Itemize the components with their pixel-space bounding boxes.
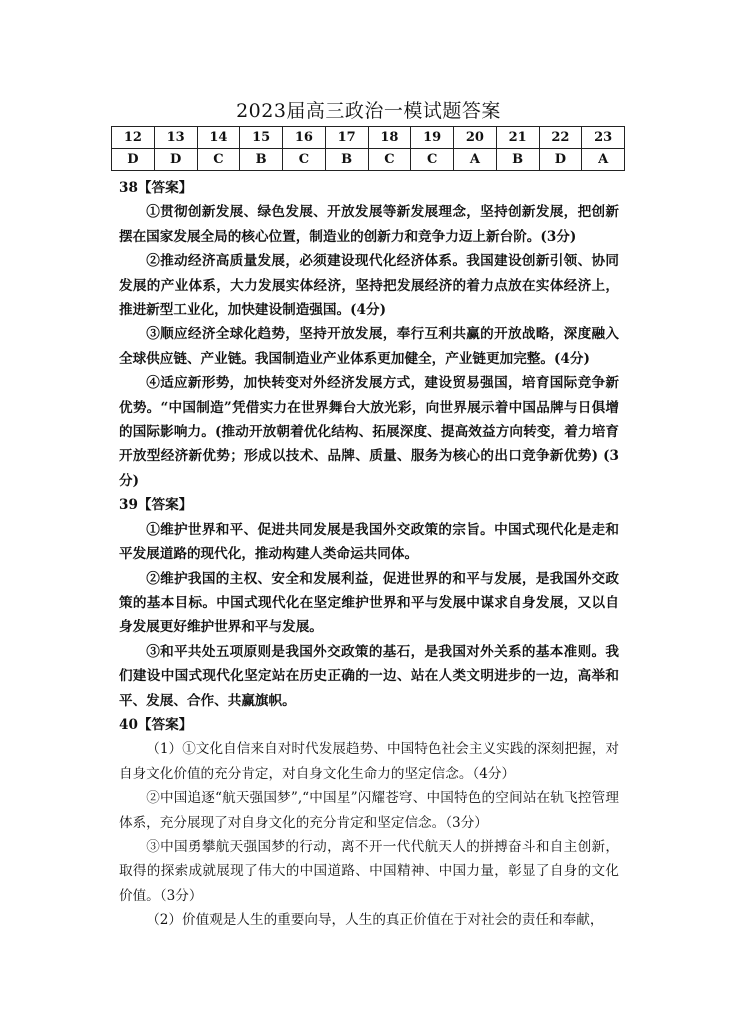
question-number: 19 bbox=[411, 127, 454, 149]
answer-cell: A bbox=[454, 149, 497, 171]
answer-cell: B bbox=[240, 149, 283, 171]
answer-row bbox=[112, 149, 625, 171]
question-number: 15 bbox=[240, 127, 283, 149]
answer-table bbox=[111, 126, 625, 171]
section-39-point-3: ③和平共处五项原则是我国外交政策的基石，是我国对外关系的基本准则。我们建设中国式现代化坚定站在历史正确的一边、站在人类文明进步的一边，高举和平、发展、合作、共赢旗帜。 bbox=[119, 643, 619, 709]
section-38-point-2: ②推动经济高质量发展，必须建设现代化经济体系。我国建设创新引领、协同发展的产业体系，大力发展实体经济，坚持把发展经济的着力点放在实体经济上，推进新型工业化，加快建设制造强国。(4分) bbox=[119, 253, 619, 319]
section-40-header: 40【答案】 bbox=[119, 716, 193, 733]
page-title: 2023届高三政治一模试题答案 bbox=[236, 100, 501, 122]
answer-cell: A bbox=[582, 149, 625, 171]
question-number-row bbox=[112, 127, 625, 149]
question-number: 18 bbox=[368, 127, 411, 149]
question-number: 12 bbox=[112, 127, 155, 149]
answer-cell: B bbox=[325, 149, 368, 171]
section-38-header: 38【答案】 bbox=[119, 180, 193, 196]
question-number: 17 bbox=[325, 127, 368, 149]
section-39-point-2: ②维护我国的主权、安全和发展利益，促进世界的和平与发展，是我国外交政策的基本目标。中国式现代化在坚定维护世界和平与发展中谋求自身发展，又以自身发展更好维护世界和平与发展。 bbox=[119, 570, 619, 636]
answer-cell: C bbox=[368, 149, 411, 171]
answer-cell: D bbox=[112, 149, 155, 171]
answer-cell: C bbox=[411, 149, 454, 171]
section-38-point-1: ①贯彻创新发展、绿色发展、开放发展等新发展理念，坚持创新发展，把创新摆在国家发展全局的核心位置，制造业的创新力和竞争力迈上新台阶。(3分) bbox=[119, 204, 619, 245]
question-number: 21 bbox=[496, 127, 539, 149]
answer-cell: C bbox=[197, 149, 240, 171]
question-number: 16 bbox=[283, 127, 326, 149]
answer-cell: C bbox=[283, 149, 326, 171]
section-40-point-1: （1）①文化自信来自对时代发展趋势、中国特色社会主义实践的深刻把握，对自身文化价值的充分肯定，对自身文化生命力的坚定信念。（4分） bbox=[119, 741, 619, 782]
section-40-point-2: ②中国追逐“航天强国梦”,“中国星”闪耀苍穹、中国特色的空间站在轨飞控管理体系，充分展现了对自身文化的充分肯定和坚定信念。（3分） bbox=[119, 790, 619, 831]
answer-cell: D bbox=[154, 149, 197, 171]
section-38-point-3: ③顺应经济全球化趋势，坚持开放发展，奉行互利共赢的开放战略，深度融入全球供应链、产业链。我国制造业产业体系更加健全，产业链更加完整。(4分) bbox=[119, 326, 619, 367]
question-number: 14 bbox=[197, 127, 240, 149]
section-39-point-1: ①维护世界和平、促进共同发展是我国外交政策的宗旨。中国式现代化是走和平发展道路的现代化，推动构建人类命运共同体。 bbox=[119, 521, 619, 563]
question-number: 20 bbox=[454, 127, 497, 149]
answer-content bbox=[119, 176, 619, 933]
section-39-header: 39【答案】 bbox=[119, 497, 193, 514]
section-40-point-4: （2）价值观是人生的重要向导，人生的真正价值在于对社会的责任和奉献， bbox=[146, 912, 604, 929]
answer-cell: D bbox=[539, 149, 582, 171]
answer-cell: B bbox=[496, 149, 539, 171]
section-40-point-3: ③中国勇攀航天强国梦的行动，离不开一代代航天人的拼搏奋斗和自主创新，取得的探索成就展现了伟大的中国道路、中国精神、中国力量，彰显了自身的文化价值。（3分） bbox=[119, 838, 619, 904]
question-number: 23 bbox=[582, 127, 625, 149]
section-38-point-4: ④适应新形势，加快转变对外经济发展方式，建设贸易强国，培育国际竞争新优势。“中国制造”凭借实力在世界舞台大放光彩，向世界展示着中国品牌与日俱增的国际影响力。(推动开放朝着优化结构、拓展深度、提高效益方向转变，着力培育开放型经济新优势；形成以技术、品牌、质量、服务为核心的出口竞争新优势) (3分) bbox=[119, 375, 619, 489]
question-number: 22 bbox=[539, 127, 582, 149]
question-number: 13 bbox=[154, 127, 197, 149]
